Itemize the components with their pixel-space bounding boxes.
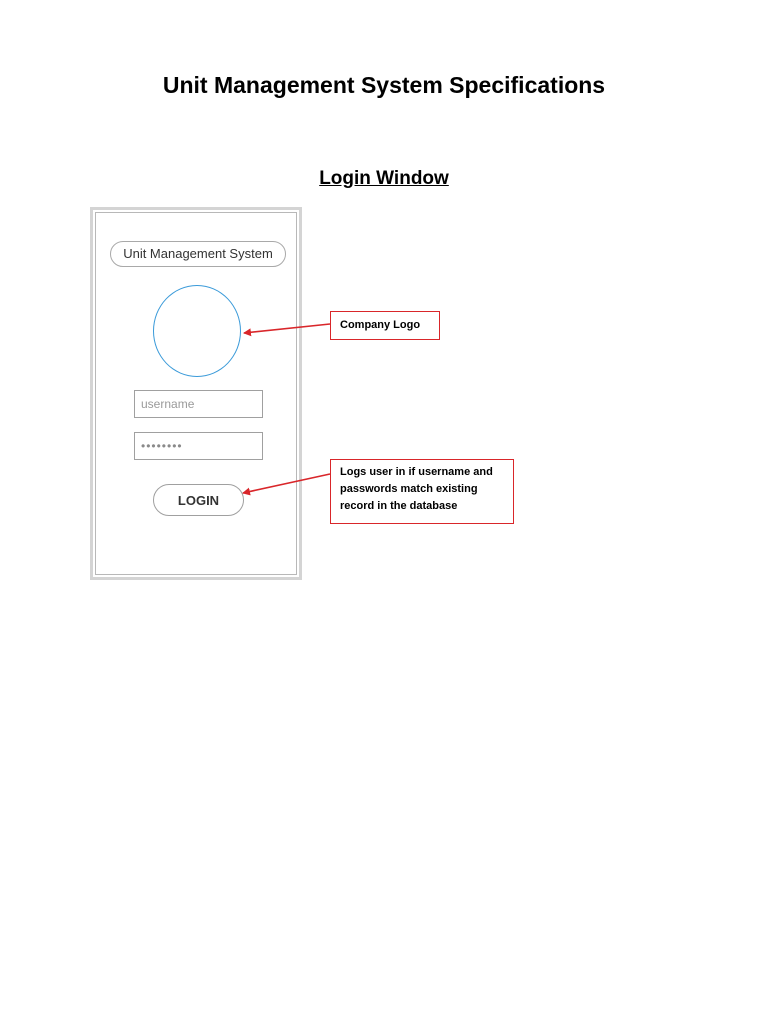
section-heading: Login Window xyxy=(319,168,449,189)
username-input[interactable] xyxy=(134,390,263,418)
company-logo-placeholder xyxy=(153,285,241,377)
document-title: Unit Management System Specifications xyxy=(162,72,606,98)
callout-company-logo: Company Logo xyxy=(330,311,440,340)
login-window-inner xyxy=(95,212,297,575)
password-input[interactable] xyxy=(134,432,263,460)
login-button[interactable]: LOGIN xyxy=(153,484,244,516)
callout-login-description: Logs user in if username and passwords match existing record in the database xyxy=(330,459,514,524)
login-window-mockup xyxy=(90,207,302,580)
app-title: Unit Management System xyxy=(110,241,286,267)
